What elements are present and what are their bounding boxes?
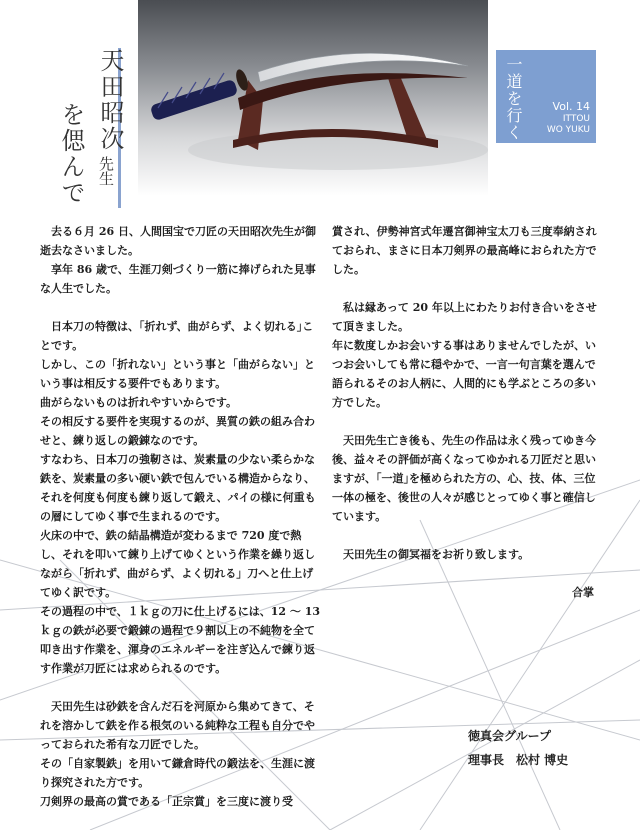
paragraph: その「自家製鉄」を用いて鎌倉時代の鍛法を、生涯に渡り探究された方です。 xyxy=(40,757,315,789)
paragraph: 火床の中で、鉄の結晶構造が変わるまで 720 度で熱し、それを叩いて練り上げてゆくという作業を繰り返しながら「折れず、曲がらず、よく切れる」刀へと仕上げてゆく訳です。 xyxy=(40,529,315,599)
series-badge xyxy=(496,50,596,143)
paragraph: 去る６月 26 日、人間国宝で刀匠の天田昭次先生が御逝去なさいました。 xyxy=(40,225,316,257)
paragraph: その過程の中で、１ｋｇの刀に仕上げるには、12 ～ 13ｋｇの鉄が必要で鍛錬の過程で９割以上の不純物を全て叩き出す作業を、渾身のエネルギーを注ぎ込んで練り返す作業が刀匠には求められるのです。 xyxy=(40,605,321,675)
badge-volume: Vol. 14 xyxy=(552,100,590,113)
paragraph: 日本刀の特徴は、｢折れず、曲がらず、よく切れる｣ことです。 xyxy=(40,320,314,352)
paragraph-gap xyxy=(332,412,604,431)
title-honorific: 先生 xyxy=(97,156,115,186)
badge-title: 一道を行く xyxy=(504,56,523,141)
paragraph-gap xyxy=(332,564,604,583)
signature-block xyxy=(468,724,568,772)
badge-english-line2: WO YUKU xyxy=(546,125,590,135)
paragraph: しかし、この「折れない」という事と「曲がらない」という事は相反する要件でもあります。 xyxy=(40,358,315,390)
paragraph-gap xyxy=(332,279,604,298)
article-title xyxy=(20,0,132,208)
paragraph: 天田先生の御冥福をお祈り致します。 xyxy=(332,548,530,561)
paragraph: 私は縁あって 20 年以上にわたりお付き合いをさせて頂きました。 xyxy=(332,301,597,333)
paragraph-gap xyxy=(40,298,322,317)
paragraph: 賞され、伊勢神宮式年遷宮御神宝太刀も三度奉納されておられ、まさに日本刀剣界の最高峰におられた方でした。 xyxy=(332,225,597,276)
body-column-right xyxy=(332,222,604,602)
paragraph: 刀剣界の最高の賞である「正宗賞」を三度に渡り受 xyxy=(40,795,293,808)
signature-group: 徳真会グループ xyxy=(468,729,552,743)
paragraph: 享年 86 歳で、生涯刀剣づくり一筋に捧げられた見事な人生でした。 xyxy=(40,263,316,295)
paragraph: その相反する要件を実現するのが、異質の鉄の組み合わせと、練り返しの鍛錬なのです。 xyxy=(40,415,315,447)
paragraph: 曲がらないものは折れやすいからです。 xyxy=(40,396,238,409)
katana-photo xyxy=(138,0,488,196)
paragraph: 合掌 xyxy=(572,586,594,599)
paragraph-gap xyxy=(332,526,604,545)
paragraph: すなわち、日本刀の強靭さは、炭素量の少ない柔らかな鉄を、炭素量の多い硬い鉄で包んでいる構造からなり、それを何度も何度も練り返して鍛え、パイの様に何重もの層にしてゆく事で生まれるのです。 xyxy=(40,453,316,523)
paragraph: 年に数度しかお会いする事はありませんでしたが、いつお会いしても常に穏やかで、一言一句言葉を選んで語られるそのお人柄に、人間的にも学ぶところの多い方でした。 xyxy=(332,339,596,409)
body-column-left xyxy=(40,222,322,811)
paragraph-gap xyxy=(40,678,322,697)
paragraph: 天田先生は砂鉄を含んだ石を河原から集めてきて、それを溶かして鉄を作る根気のいる純粋な工程も自分でやっておられた希有な刀匠でした。 xyxy=(40,700,315,751)
title-name: 天田昭次 xyxy=(96,48,124,152)
paragraph: 天田先生亡き後も、先生の作品は永く残ってゆき今後、益々その評価が高くなってゆかれる刀匠だと思いますが、｢一道｣を極められた方の、心、技、体、三位一体の極を、後世の人々が感じとってゆく事と確信しています。 xyxy=(332,434,596,523)
badge-english-line1: ITTOU xyxy=(562,114,590,124)
title-subtitle: を偲んで xyxy=(57,102,85,206)
signature-name: 理事長 松村 博史 xyxy=(468,753,569,767)
badge-english xyxy=(547,114,590,136)
